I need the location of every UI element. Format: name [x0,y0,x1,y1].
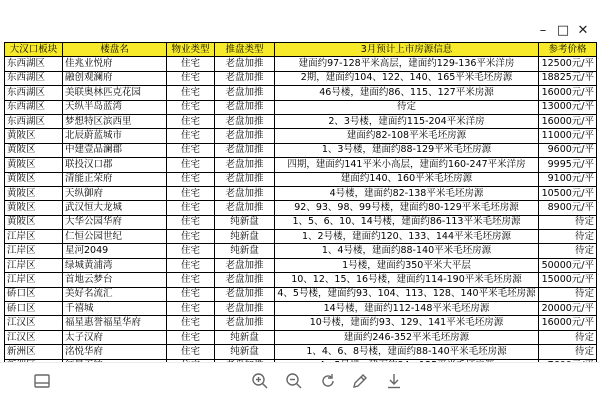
table-row [5,345,597,359]
cell-district: 江汉区 [5,316,63,330]
header-project: 楼盘名 [63,43,167,57]
table-row [5,86,597,100]
cell-launch-type: 老盘加推 [215,201,275,215]
cell-launch-type: 老盘加推 [215,86,275,100]
rotate-icon[interactable] [318,371,338,391]
table-row [5,71,597,85]
cell-price: 待定 [539,215,597,229]
cell-price: 50000元/平 [539,258,597,272]
maximize-button[interactable]: □ [556,23,570,38]
cell-listing-info: 1、4号楼，建面约88-140平米毛坯房源 [275,244,539,258]
cell-listing-info: 四期，建面约141平米小高层，建面约160-247平米洋房 [275,158,539,172]
cell-launch-type: 老盘加推 [215,186,275,200]
cell-property-type: 住宅 [167,302,215,316]
table-row [5,287,597,301]
table-header-row [5,43,597,57]
close-button[interactable]: ✕ [577,23,589,38]
cell-listing-info: 1、3号楼，建面约88-129平米毛坯房源 [275,143,539,157]
cell-project: 洺悦华府 [63,345,167,359]
download-icon[interactable] [384,371,404,391]
header-listing-info: 3月预计上市房源信息 [275,43,539,57]
cell-price: 20000元/平 [539,302,597,316]
cell-price: 9600元/平 [539,143,597,157]
cell-district: 东西湖区 [5,114,63,128]
cell-listing-info: 14号楼，建面约112-148平米毛坯房源 [275,302,539,316]
cell-project: 星河2049 [63,244,167,258]
cell-launch-type: 纯新盘 [215,345,275,359]
cell-project: 大华公园华府 [63,215,167,229]
table-row [5,316,597,330]
cell-price: 18825元/平 [539,71,597,85]
cell-project: 首地云梦台 [63,273,167,287]
cell-launch-type: 老盘加推 [215,71,275,85]
cell-project: 天纵半岛蓝湾 [63,100,167,114]
table-row [5,114,597,128]
cell-property-type: 住宅 [167,258,215,272]
cell-district: 江岸区 [5,258,63,272]
table-row [5,143,597,157]
cell-district: 东西湖区 [5,100,63,114]
cell-price: 16000元/平 [539,316,597,330]
cell-property-type: 住宅 [167,100,215,114]
cell-district: 东西湖区 [5,71,63,85]
table-body [5,57,597,388]
viewer-toolbar [0,362,600,401]
cell-price: 13000元/平 [539,100,597,114]
cell-district: 黄陂区 [5,129,63,143]
header-launch-type: 推盘类型 [215,43,275,57]
cell-property-type: 住宅 [167,215,215,229]
cell-district: 黄陂区 [5,201,63,215]
cell-launch-type: 老盘加推 [215,129,275,143]
cell-listing-info: 建面约97-128平米高层，建面约129-136平米洋房 [275,57,539,71]
cell-property-type: 住宅 [167,172,215,186]
cell-property-type: 住宅 [167,86,215,100]
cell-listing-info: 4、5号楼，建面约93、104、113、128、140平米毛坯房源 [275,287,539,301]
housing-table [4,42,597,388]
cell-property-type: 住宅 [167,57,215,71]
cell-district: 东西湖区 [5,57,63,71]
cell-price: 待定 [539,287,597,301]
cell-listing-info: 1、2号楼，建面约120、133、144平米毛坯房源 [275,230,539,244]
cell-launch-type: 纯新盘 [215,330,275,344]
cell-district: 黄陂区 [5,158,63,172]
cell-property-type: 住宅 [167,287,215,301]
cell-project: 武汉恒大龙城 [63,201,167,215]
cell-listing-info: 10、12、15、16号楼，建面约114-190平米毛坯房源 [275,273,539,287]
cell-district: 东西湖区 [5,86,63,100]
cell-property-type: 住宅 [167,114,215,128]
cell-listing-info: 建面约140、160平米毛坯房源 [275,172,539,186]
cell-listing-info: 46号楼，建面约86、115、127平米房源 [275,86,539,100]
cell-property-type: 住宅 [167,244,215,258]
cell-property-type: 住宅 [167,186,215,200]
table-row [5,57,597,71]
cell-project: 福星惠誉福星华府 [63,316,167,330]
cell-launch-type: 老盘加推 [215,158,275,172]
cell-price: 待定 [539,330,597,344]
window-titlebar [0,0,600,42]
cell-district: 硚口区 [5,302,63,316]
cell-project: 联投汉口郡 [63,158,167,172]
cell-district: 黄陂区 [5,172,63,186]
cell-property-type: 住宅 [167,330,215,344]
cell-property-type: 住宅 [167,143,215,157]
table-row [5,158,597,172]
cell-property-type: 住宅 [167,273,215,287]
cell-project: 美联奥林匹克花园 [63,86,167,100]
cell-launch-type: 老盘加推 [215,114,275,128]
cell-district: 黄陂区 [5,215,63,229]
header-property-type: 物业类型 [167,43,215,57]
cell-price: 11000元/平 [539,129,597,143]
cell-listing-info: 2、3号楼，建面约115-204平米洋房 [275,114,539,128]
edit-icon[interactable] [350,371,370,391]
image-viewer [0,42,600,360]
cell-project: 佳兆业悦府 [63,57,167,71]
cell-property-type: 住宅 [167,230,215,244]
cell-property-type: 住宅 [167,201,215,215]
cell-listing-info: 1、4、6、8号楼，建面约88-140平米毛坯房源 [275,345,539,359]
table-row [5,258,597,272]
cell-district: 江汉区 [5,330,63,344]
cell-project: 千禧城 [63,302,167,316]
cell-property-type: 住宅 [167,158,215,172]
cell-listing-info: 建面约246-352平米毛坯房源 [275,330,539,344]
cell-price: 待定 [539,244,597,258]
cell-property-type: 住宅 [167,316,215,330]
table-row [5,186,597,200]
cell-price: 12500元/平 [539,57,597,71]
cell-project: 美好名流汇 [63,287,167,301]
cell-listing-info: 待定 [275,100,539,114]
cell-district: 黄陂区 [5,186,63,200]
zoom-out-icon[interactable] [284,371,304,391]
cell-launch-type: 纯新盘 [215,244,275,258]
cell-price: 15000元/平 [539,273,597,287]
cell-district: 江岸区 [5,230,63,244]
table-row [5,100,597,114]
cell-launch-type: 老盘加推 [215,273,275,287]
cell-listing-info: 2期，建面约104、122、140、165平米毛坯房源 [275,71,539,85]
table-row [5,330,597,344]
cell-listing-info: 1、5、6、10、14号楼，建面约86-113平米毛坯房源 [275,215,539,229]
cell-launch-type: 老盘加推 [215,258,275,272]
cell-launch-type: 老盘加推 [215,143,275,157]
cell-price: 9100元/平 [539,172,597,186]
cell-listing-info: 1号楼，建面约350平米大平层 [275,258,539,272]
header-district: 大汉口板块 [5,43,63,57]
table-row [5,244,597,258]
table-row [5,172,597,186]
cell-district: 江岸区 [5,273,63,287]
cell-launch-type: 老盘加推 [215,172,275,186]
cell-price: 9995元/平 [539,158,597,172]
cell-project: 梦想特区滨西里 [63,114,167,128]
zoom-in-icon[interactable] [250,371,270,391]
cell-project: 融创观澜府 [63,71,167,85]
cell-project: 中建壹品澜郡 [63,143,167,157]
cell-property-type: 住宅 [167,129,215,143]
minimize-button[interactable]: – [539,23,547,38]
cell-district: 硚口区 [5,287,63,301]
table-row [5,201,597,215]
sidebar-toggle-icon[interactable] [32,371,52,391]
cell-price: 10500元/平 [539,186,597,200]
cell-price: 16000元/平 [539,86,597,100]
cell-launch-type: 老盘加推 [215,57,275,71]
cell-price: 待定 [539,345,597,359]
cell-launch-type: 老盘加推 [215,316,275,330]
cell-property-type: 住宅 [167,71,215,85]
cell-district: 江岸区 [5,244,63,258]
cell-district: 新洲区 [5,345,63,359]
cell-listing-info: 92、93、98、99号楼，建面约80-129平米毛坯房源 [275,201,539,215]
table-row [5,302,597,316]
table-row [5,129,597,143]
cell-project: 清能正荣府 [63,172,167,186]
cell-listing-info: 10号楼，建面约93、129、141平米毛坯房源 [275,316,539,330]
cell-project: 北辰蔚蓝城市 [63,129,167,143]
cell-launch-type: 纯新盘 [215,215,275,229]
cell-price: 8900元/平 [539,201,597,215]
cell-listing-info: 4号楼，建面约82-138平米毛坯房源 [275,186,539,200]
table-row [5,273,597,287]
cell-price: 16000元/平 [539,114,597,128]
cell-launch-type: 老盘加推 [215,100,275,114]
cell-launch-type: 老盘加推 [215,302,275,316]
cell-property-type: 住宅 [167,345,215,359]
table-row [5,215,597,229]
cell-launch-type: 老盘加推 [215,287,275,301]
cell-project: 太子汉府 [63,330,167,344]
cell-project: 绿城黄浦湾 [63,258,167,272]
header-price: 参考价格 [539,43,597,57]
cell-district: 黄陂区 [5,143,63,157]
table-row [5,230,597,244]
cell-launch-type: 纯新盘 [215,230,275,244]
cell-project: 天纵御府 [63,186,167,200]
cell-project: 仁恒公园世纪 [63,230,167,244]
cell-price: 待定 [539,230,597,244]
cell-listing-info: 建面约82-108平米毛坯房源 [275,129,539,143]
